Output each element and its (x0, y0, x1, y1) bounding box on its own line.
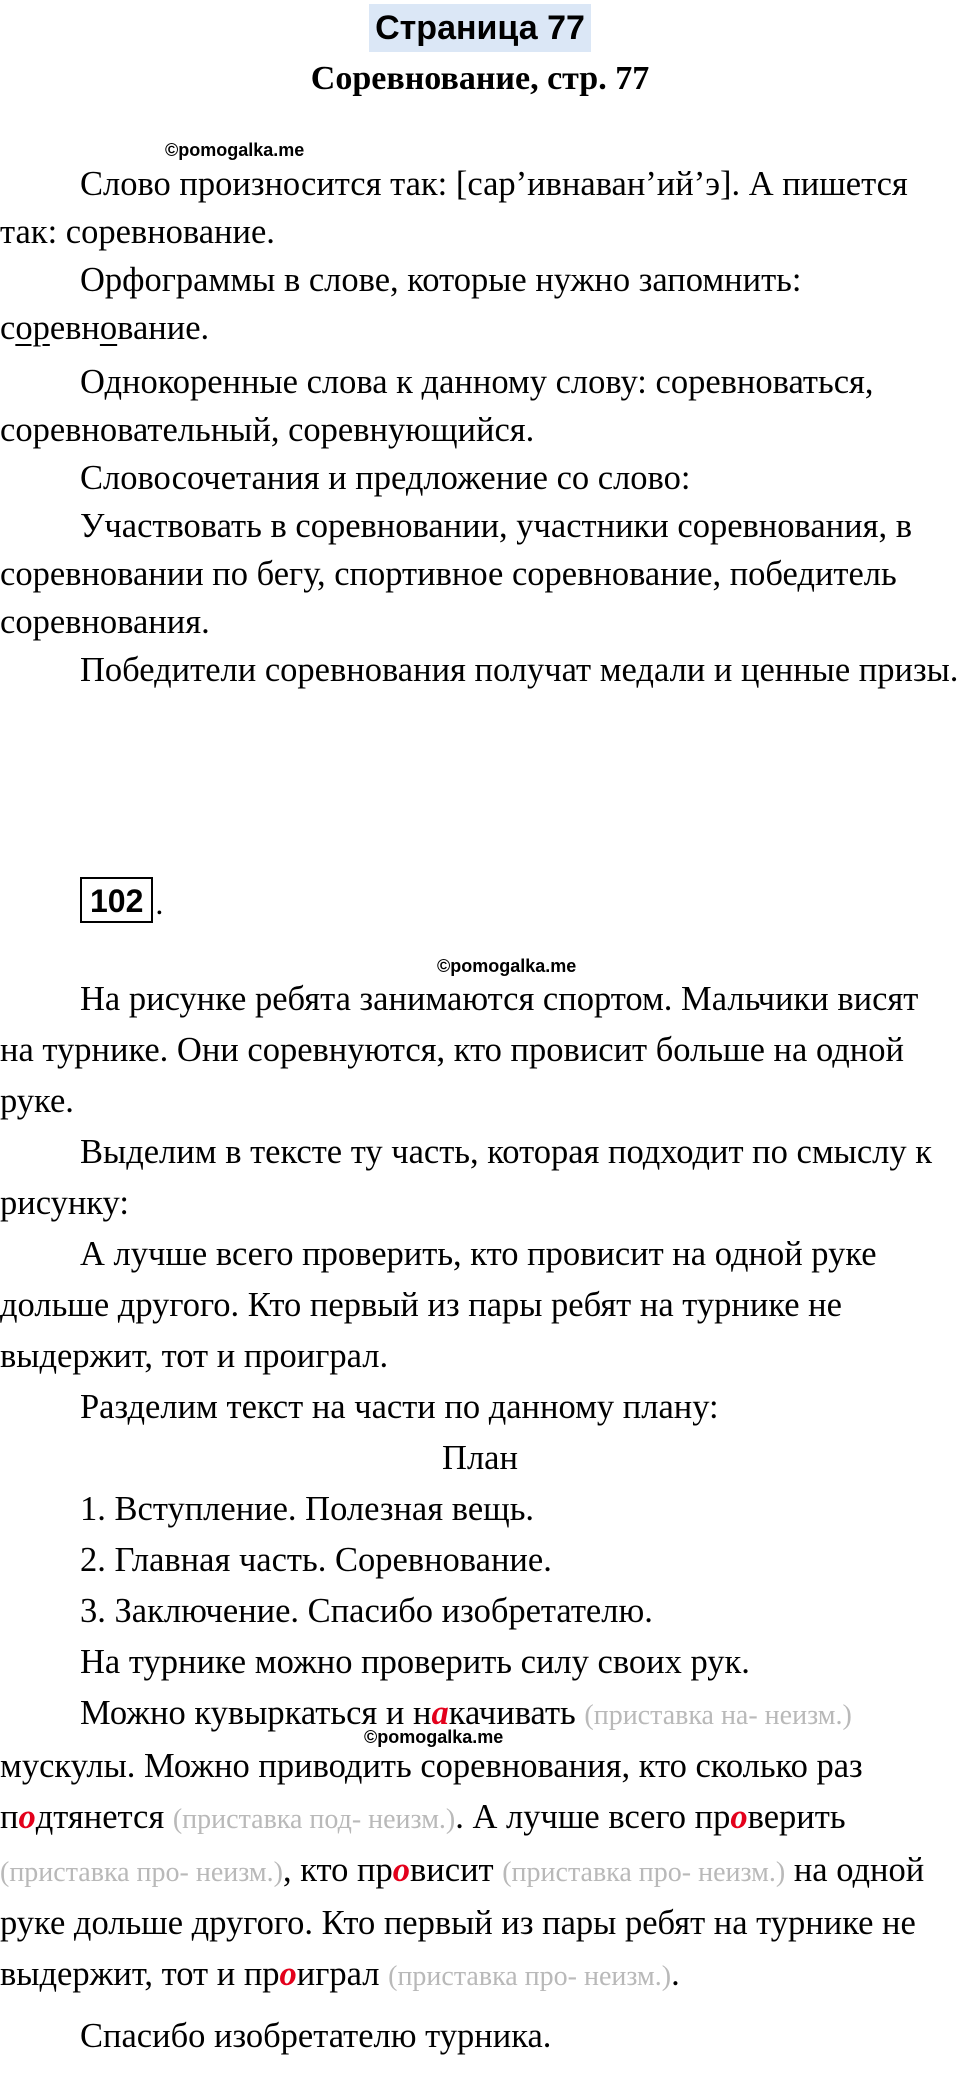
prefix-note: (приставка про- неизм.) (0, 1857, 283, 1888)
word-part: с (0, 309, 16, 347)
text-run: висит (410, 1851, 503, 1889)
prefix-note: (приставка про- неизм.) (388, 1961, 672, 1992)
paragraph: Разделим текст на части по данному плану: (80, 1388, 719, 1426)
text-run: . А лучше всего пр (455, 1798, 731, 1836)
task-number-dot: . (155, 885, 164, 921)
word-part: вание. (117, 309, 210, 347)
paragraph: Участвовать в соревновании, участники соревнования, в соревновании по бегу, спортивное соревнование, победитель соревнования. (0, 507, 912, 641)
plan-item: 2. Главная часть. Соревнование. (80, 1541, 552, 1579)
page-title-wrap (0, 4, 960, 52)
paragraph: Победители соревнования получат медали и ценные призы. (80, 651, 959, 689)
watermark-1: ©pomogalka.me (165, 140, 305, 160)
text-run: . (671, 1955, 680, 1993)
highlighted-letter: о (392, 1851, 410, 1889)
text-run: верить (747, 1798, 846, 1836)
word-part-underlined: ор (15, 309, 50, 347)
paragraph: На рисунке ребята занимаются спортом. Мальчики висят на турнике. Они соревнуются, кто провисит больше на одной руке. (0, 980, 919, 1120)
paragraph: А лучше всего проверить, кто провисит на одной руке дольше другого. Кто первый из пары ребят на турнике не выдержит, тот и проиграл. (0, 1235, 877, 1375)
task-number-box: 102 (80, 877, 153, 923)
prefix-note: (приставка на- неизм.) (584, 1700, 852, 1731)
paragraph: Выделим в тексте ту часть, которая подходит по смыслу к рисунку: (0, 1133, 933, 1222)
orthogram-word (0, 304, 960, 352)
paragraph: Словосочетания и предложение со слово: (80, 459, 691, 497)
plan-item: 1. Вступление. Полезная вещь. (80, 1490, 535, 1528)
text-run: Можно кувыркаться и н (80, 1694, 432, 1732)
paragraph: Орфограммы в слове, которые нужно запомнить: (80, 261, 802, 299)
text-run: качивать (448, 1694, 585, 1732)
highlighted-letter: о (730, 1798, 748, 1836)
highlighted-letter: а (431, 1694, 449, 1732)
text-run: на одной руке дольше другого. Кто первый из пары ребят на турнике не выдержит, тот и пр (0, 1851, 925, 1993)
paragraph: Спасибо изобретателю турника. (80, 2017, 552, 2055)
word-part: евн (49, 309, 100, 347)
prefix-note: (приставка про- неизм.) (502, 1857, 786, 1888)
text-run: играл (296, 1955, 389, 1993)
watermark-3: ©pomogalka.me (364, 1727, 504, 1747)
section-2-text (0, 974, 960, 2062)
paragraph: На турнике можно проверить силу своих рук. (80, 1643, 750, 1681)
page-subtitle: Соревнование, стр. 77 (310, 60, 650, 97)
word-part-underlined: о (99, 309, 118, 347)
text-run: дтянется (35, 1798, 173, 1836)
paragraph: Слово произносится так: [сар’ивнаван’ий’э]. А пишется так: соревнование. (0, 165, 908, 251)
task-number (80, 877, 163, 923)
prefix-note: (приставка под- неизм.) (172, 1804, 456, 1835)
text-run: мускулы. Можно приводить соревнования, кто сколько раз п (0, 1747, 863, 1836)
section-1-text (0, 160, 960, 694)
plan-item: 3. Заключение. Спасибо изобретателю. (80, 1592, 653, 1630)
text-run: , кто пр (282, 1851, 393, 1889)
page-title: Страница 77 (369, 4, 591, 52)
highlighted-letter: о (279, 1955, 297, 1993)
plan-title: План (442, 1439, 518, 1477)
paragraph: Однокоренные слова к данному слову: соревноваться, соревновательный, соревнующийся. (0, 363, 874, 449)
watermark-2: ©pomogalka.me (437, 956, 577, 976)
highlighted-letter: о (18, 1798, 36, 1836)
